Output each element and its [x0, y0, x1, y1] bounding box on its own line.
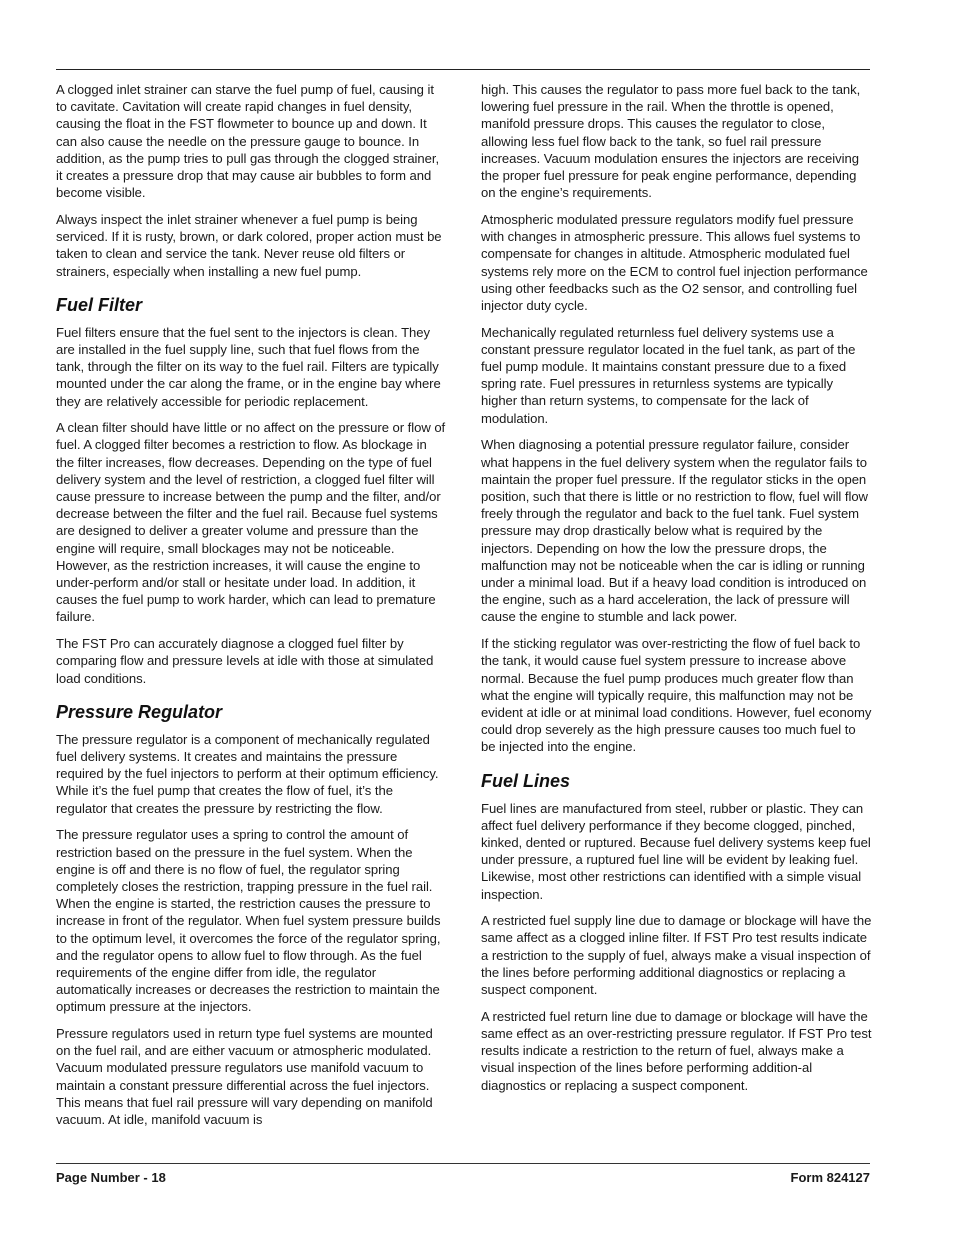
right-column — [481, 81, 872, 1103]
paragraph-inspect-strainer: Always inspect the inlet strainer whenever a fuel pump is being serviced. If it is rusty, brown, or dark colored, proper action must be taken to clean and service the tank. Never reuse old filters or strainers, especially when installing a new fuel pump. — [56, 211, 442, 279]
paragraph-pressure-regulator-3: Pressure regulators used in return type fuel systems are mounted on the fuel rail, and are either vacuum or atmospheric modulated. Vacuum modulated pressure regulators use manifold vacuum to maintain a constant pressure differential across the fuel injectors. This means that fuel rail pressure will vary depending on manifold vacuum. At idle, manifold vacuum is — [56, 1026, 433, 1128]
paragraph-regulator-failure: When diagnosing a potential pressure regulator failure, consider what happens in the fuel delivery system when the regulator fails to maintain the proper fuel pressure. If the regulator sticks in the open position, such that there is little or no restriction to flow, fuel will flow freely through the regulator and back to the fuel tank. Fuel system pressure may drop drastically below what is required by the injectors. Depending on how the low the pressure drops, the malfunction may not be noticeable when the car is idling or running under a minimal load. But if a heavy load condition is introduced on the engine, such as a hard acceleration, the lack of pressure will cause the engine to stumble and lack power. — [481, 437, 868, 625]
paragraph-fuel-filter-1: Fuel filters ensure that the fuel sent to the injectors is clean. They are installed in the fuel supply line, such that fuel flows from the tank, through the filter on its way to the fuel rail. Filters are typically mounted under the car along the frame, or in the engine bay where they are relatively accessible for periodic replacement. — [56, 324, 441, 409]
paragraph-pressure-regulator-1: The pressure regulator is a component of mechanically regulated fuel delivery systems. It creates and maintains the pressure required by the fuel injectors to perform at their optimum efficiency. While it’s the fuel pump that creates the flow of fuel, it’s the regulator that creates the pressure by restricting the flow. — [56, 731, 439, 816]
heading-pressure-regulator: Pressure Regulator — [56, 701, 223, 722]
paragraph-fuel-lines-2: A restricted fuel supply line due to damage or blockage will have the same affect as a clogged inline filter. If FST Pro test results indicate a restriction to the supply of fuel, always make a visual inspection of the lines before performing additional diagnostics or replacing a suspect component. — [481, 913, 872, 998]
paragraph-vacuum-modulation: high. This causes the regulator to pass more fuel back to the tank, lowering fuel pressure in the rail. When the throttle is opened, manifold pressure drops. This causes the regulator to close, allowing less fuel flow back to the tank, so fuel rail pressure increases. Vacuum modulation ensures the injectors are receiving the proper fuel pressure for peak engine performance, depending on the engine’s requirements. — [481, 82, 861, 201]
paragraph-fuel-lines-3: A restricted fuel return line due to damage or blockage will have the same effect as an over-restricting pressure regulator. If FST Pro test results indicate a restriction to the return of fuel, always make a visual inspection of the lines before performing addition-al diagnostics or replacing a suspect component. — [481, 1008, 872, 1093]
paragraph-returnless-systems: Mechanically regulated returnless fuel delivery systems use a constant pressure regulator located in the fuel tank, as part of the fuel pump module. It maintains constant pressure due to a fixed spring rate. Fuel pressures in returnless systems are typically higher than return systems, to compensate for the lack of modulation. — [481, 324, 856, 426]
paragraph-atmospheric-modulation: Atmospheric modulated pressure regulators modify fuel pressure with changes in atmospheric pressure. This allows fuel systems to compensate for changes in altitude. Atmospheric modulated fuel systems rely more on the ECM to control fuel injection performance using other feedbacks such as the O2 sensor, and controlling fuel injector duty cycle. — [481, 211, 868, 313]
page-number: Page Number - 18 — [56, 1170, 166, 1185]
left-column — [56, 81, 447, 1138]
paragraph-over-restricting: If the sticking regulator was over-restricting the flow of fuel back to the tank, it would cause fuel system pressure to increase above normal. Because the fuel pump produces much greater flow than what the engine will typically require, this malfunction may not be evident at idle or at minimal load conditions. However, fuel economy could drop severely as the high pressure causes too much fuel to be injected into the engine. — [481, 636, 872, 755]
paragraph-fuel-filter-2: A clean filter should have little or no affect on the pressure or flow of fuel. A clogged filter becomes a restriction to flow. As blockage in the filter increases, flow decreases. Depending on the type of fuel delivery system and the level of restriction, a clogged fuel filter will cause pressure to increase between the pump and the filter, and/or decrease between the filter and the fuel rail. Because fuel systems are designed to deliver a greater volume and pressure than the engine will require, small blockages may not be noticeable. However, as the restriction increases, it will cause the engine to under-perform and/or stall or hesitate under load. In addition, it causes the fuel pump to work harder, which can lead to premature failure. — [56, 420, 446, 625]
paragraph-fuel-filter-3: The FST Pro can accurately diagnose a clogged fuel filter by comparing flow and pressure levels at idle with those at simulated load conditions. — [56, 636, 434, 686]
heading-fuel-filter: Fuel Filter — [56, 294, 143, 315]
paragraph-pressure-regulator-2: The pressure regulator uses a spring to control the amount of restriction based on the pressure in the fuel system. When the engine is off and there is no flow of fuel, the regulator spring completely closes the restriction, trapping pressure in the fuel rail. When the engine is started, the restriction causes the pressure to increase in front of the regulator. When fuel system pressure builds to the optimum level, it overcomes the force of the regulator spring, and the regulator opens to allow fuel to flow through. As the fuel requirements of the engine differ from idle, the regulator automatically increases or decreases the restriction to maintain the optimum pressure at the injectors. — [56, 827, 441, 1015]
paragraph-fuel-lines-1: Fuel lines are manufactured from steel, rubber or plastic. They can affect fuel delivery performance if they become clogged, pinched, kinked, dented or ruptured. Because fuel delivery systems keep fuel under pressure, a ruptured fuel line will be evident by leaking fuel. Likewise, most other restrictions can identified with a simple visual inspection. — [481, 800, 871, 902]
footer-rule — [56, 1163, 870, 1164]
form-number: Form 824127 — [790, 1170, 870, 1185]
header-rule — [56, 69, 870, 70]
paragraph-inlet-strainer: A clogged inlet strainer can starve the fuel pump of fuel, causing it to cavitate. Cavitation will create rapid changes in fuel density, causing the float in the FST flowmeter to bounce up and down. It can also cause the needle on the pressure gauge to bounce. In addition, as the pump tries to pull gas through the clogged strainer, it creates a pressure drop that may cause air bubbles to form and become visible. — [56, 82, 440, 201]
heading-fuel-lines: Fuel Lines — [481, 770, 571, 791]
